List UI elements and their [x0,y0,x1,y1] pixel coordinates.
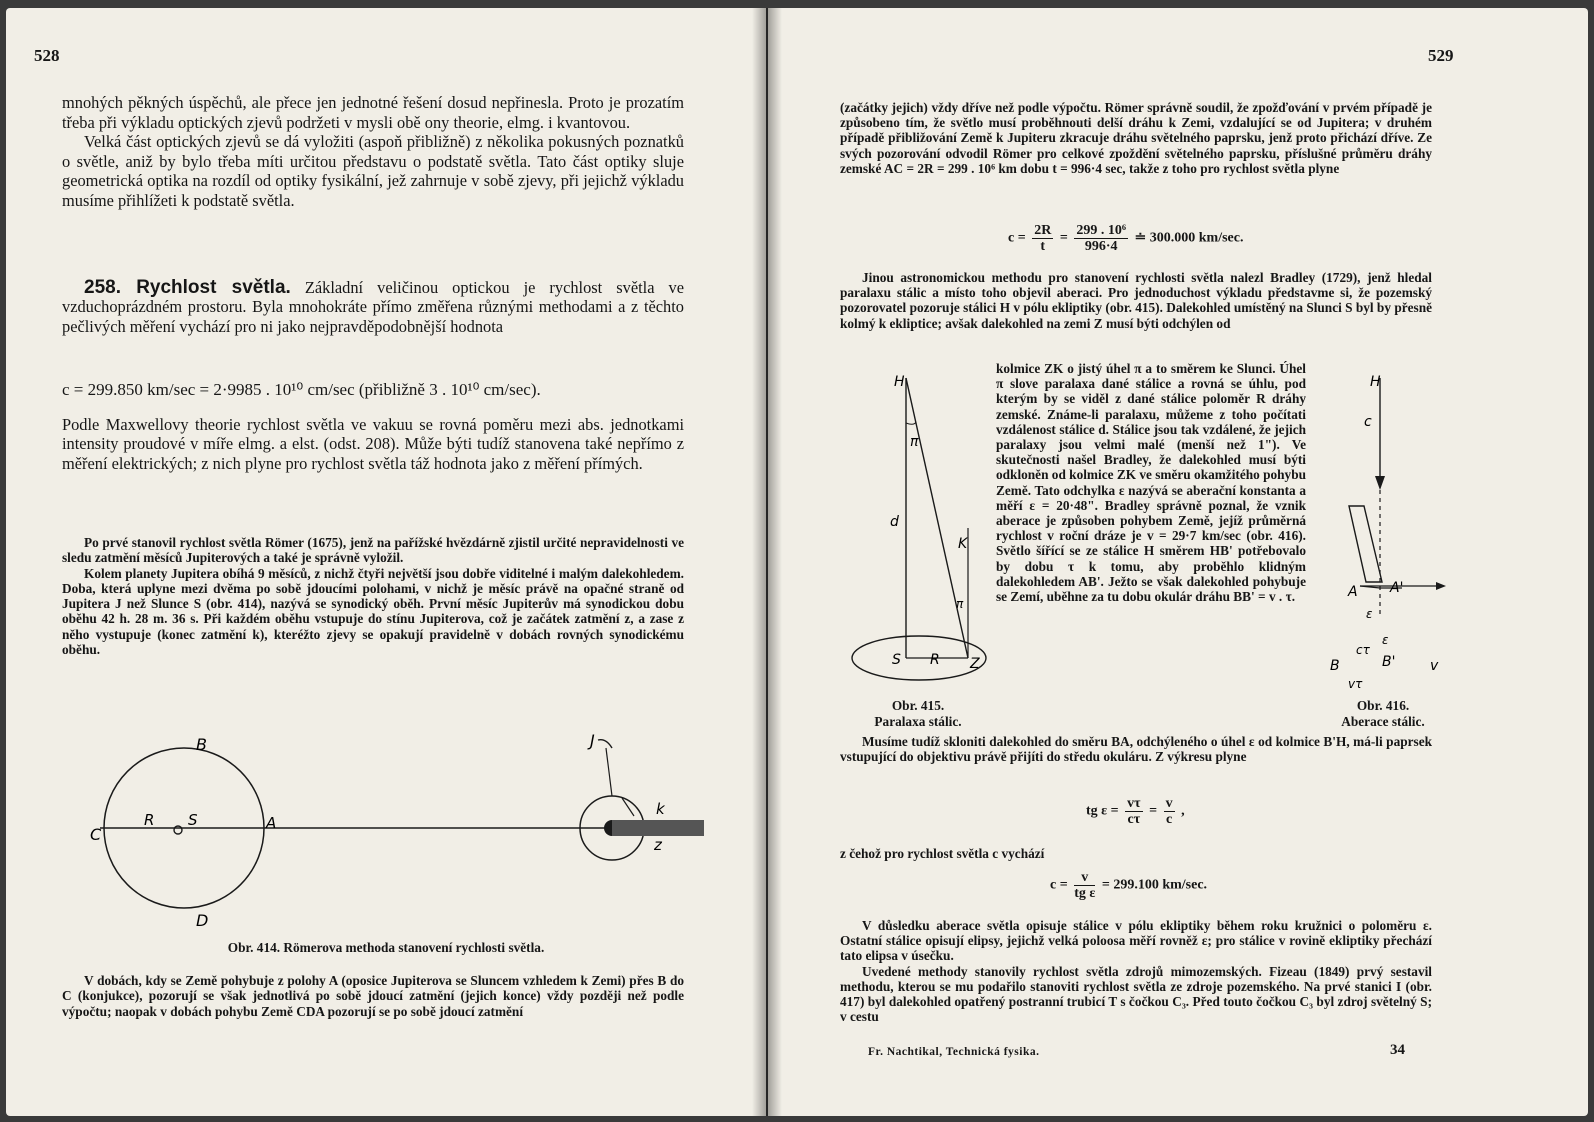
fig416-label-c: c [1364,414,1372,430]
maxwell-paragraph: Podle Maxwellovy theorie rychlost světla ve vakuu se rovná poměru mezi abs. jednotkami intensity proudové v míře elmg. a elst. (odst. 208). Může býti tudíž stanovena také nepřímo z měření elektrických; z nich plyne pro rychlost světla táž hodnota jako z měření přímých. [62,415,684,473]
musime-paragraph: Musíme tudíž skloniti dalekohled do směru BA, odchýleného o úhel ε od kolmice B'H, má-li paprsek vstupující do objektivu právě přijíti do středu okuláru. Z výkresu plyne [840,734,1432,765]
bradley-middle: kolmice ZK o jistý úhel π a to směrem ke Slunci. Úhel π slove paralaxa dané stálice a rovná se úhlu, pod kterým by se viděl z dané stálice poloměr R dráhy zemské. Známe-li paralaxu, můžeme z toho počítati vzdálenost stálice d. Stálice jsou tak vzdálené, že jejich paralaxy jsou velmi malé (menší než 1"). Ve skutečnosti našel Bradley, že dalekohled musí býti odkloněn od kolmice ZK ve směru okamžitého pohybu Země. Tato odchylka ε nazývá se aberační konstanta a měří ε = 20·48". Bradley správně poznal, že vznik aberace je způsoben pohybem Země, jejíž průměrná rychlost v roční dráze je v = 29·7 km/sec (obr. 416). Světlo šířící se ze stálice H směrem HB' potřebovalo by dobu τ k tomu, aby proběhlo klidným dalekohledem AB'. Ježto se však dalekohled pohybuje se Zemí, uběhne za tu dobu okulár dráhu BB' = v . τ. [996,361,1306,605]
fig415-label-K: K [958,536,968,552]
fig415-label-Z: Z [970,656,980,672]
label-J: J [590,731,595,750]
fig416-label-A: A [1348,584,1358,600]
speed-of-light-formula: c = 299.850 km/sec = 2·9985 . 10¹⁰ cm/sec (přibližně 3 . 10¹⁰ cm/sec). [62,380,541,399]
fig415-label-R: R [930,652,940,668]
figure-414-caption: Obr. 414. Römerova methoda stanovení rychlosti světla. [227,940,545,955]
book-footer: Fr. Nachtikal, Technická fysika. [868,1046,1040,1058]
fig416-label-vtau: vτ [1348,677,1363,691]
fig416-label-epsilon: ε [1366,607,1373,621]
left-bottom-small [62,973,684,1019]
section-258 [62,278,684,336]
fig415-label-pi: π [910,434,919,450]
right-bottom-text [840,918,1432,1024]
right-page [768,8,1588,1116]
fig416-label-A-prime: A' [1390,580,1404,596]
bradley-intro: Jinou astronomickou methodu pro stanovení rychlosti světla nalezl Bradley (1729), jenž hledal paralaxu stálic a místo toho objevil aberaci. Pro jednoduchost výkladu představme si, že pozemský pozorovatel pozoruje stálici H v pólu ekliptiky (obr. 415). Dalekohled umístěný na Slunci S byl by přesně kolmý k ekliptice; avšak dalekohled na zemi Z musí býti odchýlen od [840,270,1432,331]
label-z: z [654,836,662,854]
section-text: Základní veličinou optickou je rychlost světla ve vzduchoprázdném prostoru. Byla mnohokráte přímo změřena různými methodami a z těchto pečlivých měření vychází pro ni jako nejpravděpodobnější hodnota [62,278,685,336]
figure-415 [844,368,994,698]
romer-paragraph: Po prvé stanovil rychlost světla Römer (1675), jenž na pařížské hvězdárně zjistil určité nepravidelnosti ve sledu zatmění měsíců Jupiterových a také je správně vyložil. [62,535,684,566]
fig416-label-B: B [1330,658,1340,674]
label-k: k [656,800,665,818]
romer-continuation: (začátky jejich) vždy dříve než podle výpočtu. Römer správně soudil, že zpožďování v prvém případě je způsobeno tím, že světlo musí proběhnouti delší dráhu k Zemi, vzdalující se od Jupitera; v druhém případě přibližování Země k Jupiteru zkracuje dráhu světelného paprsku, jenž proto přichází dříve. Ze svých pozorování odvodil Römer pro celkové zpoždění světelného paprsku, příslušné průměru dráhy zemské AC = 2R = 299 . 10⁶ km dobu t = 996·4 sec, takže z toho pro rychlost světla plyne [840,100,1432,176]
fizeau-paragraph: Uvedené methody stanovily rychlost světla zdrojů mimozemských. Fizeau (1849) prvý sestavil methodu, kterou se mu podařilo stanoviti rychlost světla ze zdroje pozemského. Na prvé stanici I (obr. 417) byl dalekohled opatřený postranní trubicí T s čočkou C₃. Před touto čočkou C₃ byl zdroj světelný S; v cestu [840,963,1432,1025]
figure-415-caption: Obr. 415. Paralaxa stálic. [874,698,962,729]
fig416-label-B-prime: B' [1382,654,1396,670]
section-heading: 258. Rychlost světla. [84,277,291,298]
signature-mark: 34 [1390,1042,1405,1058]
fig416-label-v: v [1430,658,1439,674]
left-top-text [62,93,684,211]
label-D: D [196,911,209,930]
fig415-label-pi-2: π [956,597,964,611]
optics-paragraph: Velká část optických zjevů se dá vyložiti (aspoň přibližně) z několika pokusných poznatků o světle, aniž by bylo třeba míti určitou představu o podstatě světla. Tato část optiky sluje geometrická optika na rozdíl od optiky fysikální, jež zahrnuje v sobě zjevy, při jejichž výkladu musíme přihlížeti k podstatě světla. [62,132,684,210]
jupiter-shadow [612,820,704,836]
fig415-label-d: d [890,514,899,530]
equation-aberration: tg ε = $\frac{v\tau}{c\tau}$ = $\frac{v}{c}$ , [1086,796,1185,827]
fig416-label-H: H [1370,374,1381,390]
earth-motion-paragraph: V dobách, kdy se Země pohybuje z polohy A (oposice Jupiterova se Sluncem vzhledem k Zemi) přes B do C (konjukce), pozorují se však jednotlivá po sobě jdoucí zatmění (jejich konce) vždy později než podle výpočtu; naopak v dobách pohybu Země CDA pozorují se po sobě jdoucí zatmění [62,973,684,1019]
left-page [6,8,766,1116]
page-number-right: 529 [1428,46,1454,65]
zcehoz-line: z čehož pro rychlost světla c vychází [840,846,1045,861]
equation-romer: c = $\frac{2R}{t}$ = $\frac{\text{299 . 10⁶}}{996\cdot 4}$ ≐ 300.000 km/sec. [1008,223,1244,254]
book-gutter [752,8,782,1116]
jupiter-paragraph: Kolem planety Jupitera obíhá 9 měsíců, z nichž čtyři největší jsou dobře viditelné i malým dalekohledem. Doba, která uplyne mezi dvěma po sobě jdoucími polohami, v nichž je měsíc právě na opačné straně od Jupitera J než Slunce S (obr. 414), nazývá se synodický oběh. První měsíc Jupiterův má synodickou dobu oběhu 42 h. 28 m. 36 s. Při každém oběhu vstupuje do stínu Jupiterova, což je začátek zatmění z, a zase z něho vystupuje (konec zatmění k), kteréžto zjevy se opakují pravidelně v dobách rovných synodickému oběhu. [62,565,684,658]
dusledek-paragraph: V důsledku aberace světla opisuje stálice v pólu ekliptiky během roku kružnici o poloměru ε. Ostatní stálice opisují elipsy, jejichž velká poloosa měří rovněž ε; pro stálice v rovině ekliptiky přechází tato elipsa v úsečku. [840,918,1432,964]
fig416-label-epsilon-2: ε [1382,633,1389,647]
fig416-label-ctau: cτ [1356,643,1370,657]
intro-paragraph: mnohých pěkných úspěchů, ale přece jen jednotné řešení dosud nepřinesla. Proto je prozatím třeba při výkladu optických zjevů podržeti v mysli obě ony theorie, elmg. i kvantovou. [62,93,684,132]
label-A: A [266,814,277,832]
figure-414 [66,728,706,958]
sun-marker [174,826,182,834]
page-number-left: 528 [34,46,60,65]
fig415-label-S: S [892,652,901,668]
figure-416 [1310,366,1450,696]
label-S: S [188,811,198,829]
equation-speed-result: c = $\frac{v}{\text{tg ε}}$ = 299.100 km/sec. [1050,870,1208,901]
label-C: C [90,825,102,844]
figure-416-caption: Obr. 416. Aberace stálic. [1341,698,1425,729]
fig415-label-H: H [894,374,905,390]
label-R: R [144,811,155,829]
left-small-text [62,535,684,657]
label-B: B [196,735,207,754]
